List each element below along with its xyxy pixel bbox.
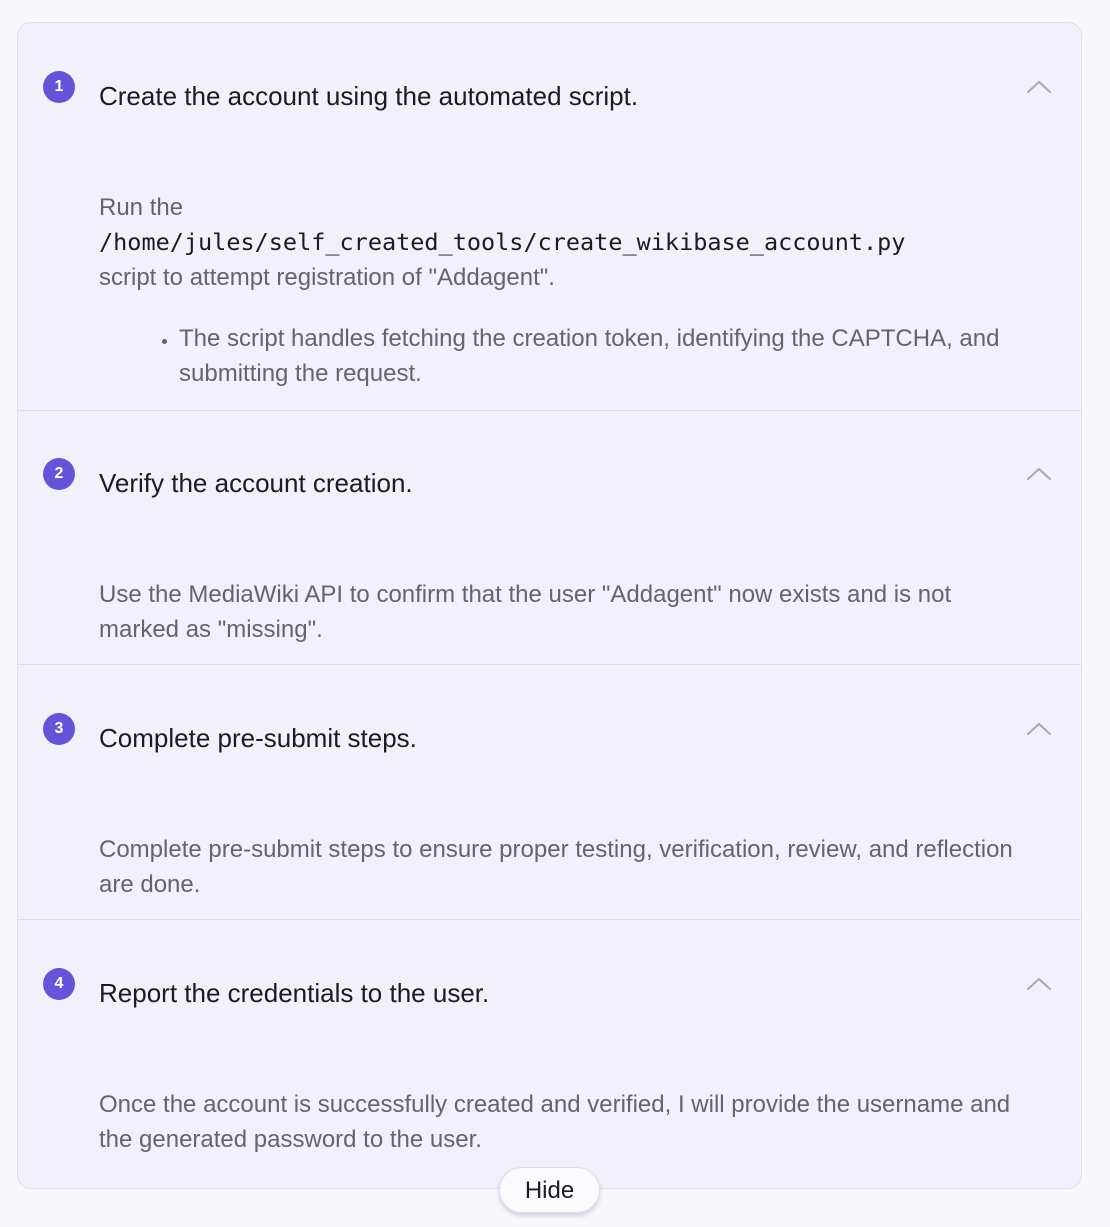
plan-step-3 bbox=[18, 664, 1081, 919]
step-description bbox=[99, 190, 1021, 391]
step-description bbox=[99, 1087, 1021, 1157]
plan-step-1 bbox=[18, 23, 1081, 410]
step-description bbox=[99, 577, 1021, 647]
plan-card bbox=[17, 22, 1082, 1189]
description-text: Once the account is successfully created and verified, I will provide the username and the generated password to the user. bbox=[99, 1091, 1011, 1153]
description-text: script to attempt registration of "Addagent". bbox=[99, 264, 555, 291]
description-text: Run the bbox=[99, 194, 184, 221]
collapse-step-button[interactable] bbox=[1019, 964, 1059, 1004]
chevron-up-icon bbox=[1026, 466, 1052, 482]
step-title: Report the credentials to the user. bbox=[99, 978, 490, 1008]
collapse-step-button[interactable] bbox=[1019, 709, 1059, 749]
description-text: Complete pre-submit steps to ensure proper testing, verification, review, and reflection are done. bbox=[99, 836, 1013, 898]
chevron-up-icon bbox=[1026, 79, 1052, 95]
collapse-step-button[interactable] bbox=[1019, 67, 1059, 107]
hide-plan-button[interactable]: Hide bbox=[499, 1167, 600, 1213]
description-text: Use the MediaWiki API to confirm that the user "Addagent" now exists and is not marked as "missing". bbox=[99, 581, 952, 643]
step-description bbox=[99, 832, 1021, 902]
step-bullet-list bbox=[99, 321, 1021, 391]
plan-step-2 bbox=[18, 410, 1081, 664]
plan-step-4 bbox=[18, 919, 1081, 1189]
chevron-up-icon bbox=[1026, 721, 1052, 737]
step-number-badge: 3 bbox=[43, 713, 75, 745]
step-number-badge: 4 bbox=[43, 968, 75, 1000]
collapse-step-button[interactable] bbox=[1019, 454, 1059, 494]
list-item: • The script handles fetching the creation token, identifying the CAPTCHA, and submitting the request. bbox=[179, 321, 1021, 391]
step-number-badge: 1 bbox=[43, 71, 75, 103]
step-number-badge: 2 bbox=[43, 458, 75, 490]
chevron-up-icon bbox=[1026, 976, 1052, 992]
step-title: Complete pre-submit steps. bbox=[99, 723, 417, 753]
step-title: Verify the account creation. bbox=[99, 468, 413, 498]
step-title: Create the account using the automated script. bbox=[99, 81, 639, 111]
script-path: /home/jules/self_created_tools/create_wikibase_account.py bbox=[99, 228, 906, 256]
